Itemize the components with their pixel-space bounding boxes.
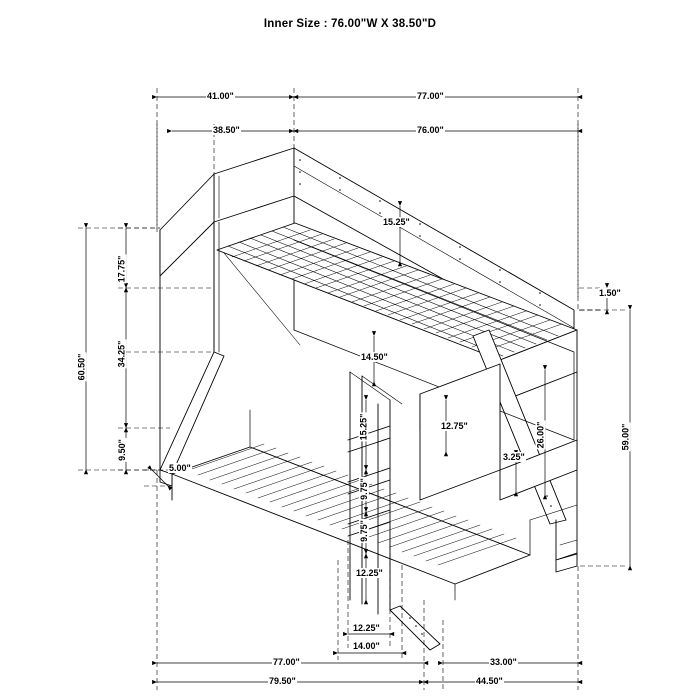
dim-top-outer-left: 41.00" — [207, 91, 234, 101]
dim-guard-rail: 12.75" — [441, 421, 468, 431]
dim-ladder-step-1: 15.25" — [358, 413, 369, 441]
dim-bottom-left-width: 77.00" — [273, 657, 300, 667]
dim-bottom-outer-right: 44.50" — [476, 676, 503, 686]
dim-left-overall: 60.50" — [76, 353, 87, 381]
dim-bottom-right-width: 33.00" — [490, 657, 517, 667]
dim-ladder-bottom: 12.25" — [356, 568, 383, 578]
dim-bottom-ladder-width: 12.25" — [353, 623, 380, 633]
dim-left-lower: 9.50" — [116, 439, 127, 461]
dim-ladder-step-2: 9.75" — [358, 478, 369, 500]
dim-top-outer-right: 77.00" — [417, 91, 444, 101]
dim-right-top-small: 1.50" — [599, 288, 621, 298]
dim-right-inner: 26.00" — [535, 421, 546, 449]
dim-bottom-ladder-outer: 14.00" — [353, 641, 380, 651]
page-title: Inner Size : 76.00"W X 38.50"D — [263, 18, 437, 30]
dim-right-post-small: 3.25" — [503, 452, 525, 462]
dim-upper-rail-height: 15.25" — [383, 217, 410, 227]
dim-left-mid: 34.25" — [116, 340, 127, 368]
dim-top-inner-right: 76.00" — [417, 125, 444, 135]
dim-mid-ladder-top: 14.50" — [361, 352, 388, 362]
dim-ladder-step-3: 9.75" — [358, 520, 369, 542]
dim-left-upper-panel: 17.75" — [116, 255, 127, 283]
dim-bottom-outer-left: 79.50" — [269, 676, 296, 686]
dim-top-inner-left: 38.50" — [213, 125, 240, 135]
dim-right-overall: 59.00" — [620, 423, 631, 451]
dim-left-foot: 5.00" — [169, 463, 191, 473]
